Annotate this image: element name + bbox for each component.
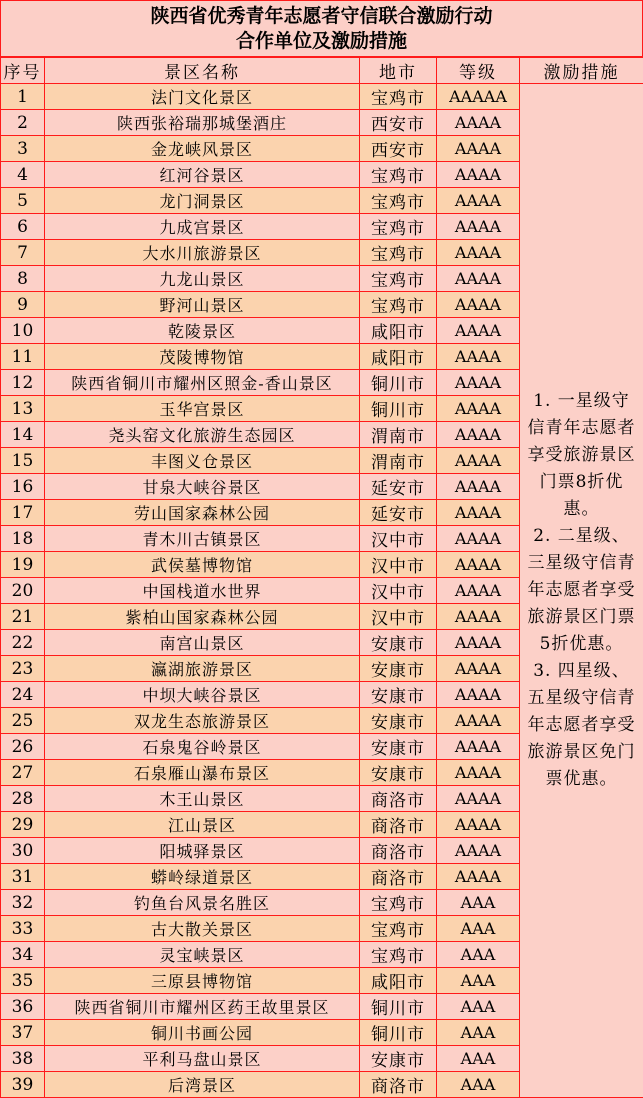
scenic-area-name: 平利马盘山景区: [45, 1046, 360, 1072]
city-name: 汉中市: [360, 526, 437, 552]
scenic-area-name: 江山景区: [45, 812, 360, 838]
row-number: 26: [1, 734, 45, 760]
city-name: 铜川市: [360, 396, 437, 422]
scenic-area-name: 三原县博物馆: [45, 968, 360, 994]
grade-level: AAAA: [437, 734, 520, 760]
city-name: 安康市: [360, 682, 437, 708]
scenic-area-name: 木王山景区: [45, 786, 360, 812]
grade-level: AAAA: [437, 292, 520, 318]
grade-level: AAAA: [437, 526, 520, 552]
city-name: 汉中市: [360, 552, 437, 578]
row-number: 38: [1, 1046, 45, 1072]
grade-level: AAAA: [437, 630, 520, 656]
row-number: 37: [1, 1020, 45, 1046]
city-name: 渭南市: [360, 448, 437, 474]
city-name: 宝鸡市: [360, 890, 437, 916]
header-level: 等级: [437, 58, 520, 84]
city-name: 渭南市: [360, 422, 437, 448]
row-number: 19: [1, 552, 45, 578]
scenic-area-name: 玉华宫景区: [45, 396, 360, 422]
row-number: 12: [1, 370, 45, 396]
row-number: 31: [1, 864, 45, 890]
table-row: [1, 84, 643, 110]
city-name: 咸阳市: [360, 344, 437, 370]
row-number: 23: [1, 656, 45, 682]
row-number: 7: [1, 240, 45, 266]
city-name: 安康市: [360, 1046, 437, 1072]
scenic-area-name: 灵宝峡景区: [45, 942, 360, 968]
grade-level: AAAA: [437, 136, 520, 162]
scenic-area-name: 野河山景区: [45, 292, 360, 318]
city-name: 西安市: [360, 136, 437, 162]
scenic-area-name: 金龙峡风景区: [45, 136, 360, 162]
grade-level: AAAA: [437, 448, 520, 474]
grade-level: AAAA: [437, 604, 520, 630]
scenic-area-name: 古大散关景区: [45, 916, 360, 942]
row-number: 2: [1, 110, 45, 136]
scenic-area-name: 龙门洞景区: [45, 188, 360, 214]
row-number: 35: [1, 968, 45, 994]
measure-item: 2. 二星级、三星级守信青年志愿者享受旅游景区门票5折优惠。: [526, 523, 637, 658]
city-name: 铜川市: [360, 1020, 437, 1046]
row-number: 5: [1, 188, 45, 214]
city-name: 铜川市: [360, 370, 437, 396]
row-number: 6: [1, 214, 45, 240]
scenic-area-name: 钓鱼台风景名胜区: [45, 890, 360, 916]
row-number: 16: [1, 474, 45, 500]
scenic-area-name: 双龙生态旅游景区: [45, 708, 360, 734]
city-name: 安康市: [360, 734, 437, 760]
scenic-area-table: [0, 57, 643, 1098]
grade-level: AAAA: [437, 110, 520, 136]
city-name: 宝鸡市: [360, 188, 437, 214]
measure-item: 1. 一星级守信青年志愿者享受旅游景区门票8折优惠。: [526, 388, 637, 523]
grade-level: AAAA: [437, 214, 520, 240]
grade-level: AAA: [437, 942, 520, 968]
city-name: 延安市: [360, 474, 437, 500]
city-name: 宝鸡市: [360, 292, 437, 318]
city-name: 咸阳市: [360, 318, 437, 344]
scenic-area-name: 中坝大峡谷景区: [45, 682, 360, 708]
row-number: 1: [1, 84, 45, 110]
grade-level: AAAA: [437, 864, 520, 890]
city-name: 汉中市: [360, 604, 437, 630]
row-number: 27: [1, 760, 45, 786]
scenic-area-name: 尧头窑文化旅游生态园区: [45, 422, 360, 448]
table-title: [0, 0, 643, 57]
grade-level: AAA: [437, 968, 520, 994]
grade-level: AAAA: [437, 474, 520, 500]
city-name: 宝鸡市: [360, 214, 437, 240]
scenic-area-name: 石泉鬼谷岭景区: [45, 734, 360, 760]
row-number: 24: [1, 682, 45, 708]
grade-level: AAA: [437, 1020, 520, 1046]
row-number: 17: [1, 500, 45, 526]
grade-level: AAAA: [437, 552, 520, 578]
grade-level: AAAA: [437, 656, 520, 682]
grade-level: AAAA: [437, 708, 520, 734]
scenic-area-name: 法门文化景区: [45, 84, 360, 110]
scenic-area-name: 青木川古镇景区: [45, 526, 360, 552]
row-number: 32: [1, 890, 45, 916]
grade-level: AAAA: [437, 318, 520, 344]
grade-level: AAAA: [437, 422, 520, 448]
row-number: 34: [1, 942, 45, 968]
grade-level: AAAA: [437, 578, 520, 604]
header-measures: 激励措施: [520, 58, 643, 84]
measure-item: 3. 四星级、五星级守信青年志愿者享受旅游景区免门票优惠。: [526, 658, 637, 793]
grade-level: AAAA: [437, 162, 520, 188]
city-name: 宝鸡市: [360, 240, 437, 266]
header-city: 地市: [360, 58, 437, 84]
scenic-area-name: 劳山国家森林公园: [45, 500, 360, 526]
row-number: 4: [1, 162, 45, 188]
grade-level: AAAAA: [437, 84, 520, 110]
grade-level: AAAA: [437, 240, 520, 266]
scenic-area-name: 甘泉大峡谷景区: [45, 474, 360, 500]
scenic-area-name: 陕西张裕瑞那城堡酒庄: [45, 110, 360, 136]
scenic-area-name: 紫柏山国家森林公园: [45, 604, 360, 630]
header-name: 景区名称: [45, 58, 360, 84]
header-row: [1, 58, 643, 84]
row-number: 28: [1, 786, 45, 812]
scenic-area-name: 大水川旅游景区: [45, 240, 360, 266]
grade-level: AAAA: [437, 682, 520, 708]
grade-level: AAA: [437, 890, 520, 916]
grade-level: AAAA: [437, 760, 520, 786]
row-number: 8: [1, 266, 45, 292]
city-name: 宝鸡市: [360, 266, 437, 292]
row-number: 18: [1, 526, 45, 552]
grade-level: AAA: [437, 1046, 520, 1072]
scenic-area-name: 阳城驿景区: [45, 838, 360, 864]
scenic-area-name: 铜川书画公园: [45, 1020, 360, 1046]
row-number: 9: [1, 292, 45, 318]
row-number: 29: [1, 812, 45, 838]
scenic-area-name: 丰图义仓景区: [45, 448, 360, 474]
city-name: 安康市: [360, 656, 437, 682]
city-name: 延安市: [360, 500, 437, 526]
grade-level: AAAA: [437, 266, 520, 292]
scenic-area-name: 茂陵博物馆: [45, 344, 360, 370]
city-name: 宝鸡市: [360, 162, 437, 188]
title-line-2: 合作单位及激励措施: [236, 29, 407, 54]
grade-level: AAA: [437, 1072, 520, 1098]
grade-level: AAAA: [437, 812, 520, 838]
scenic-area-name: 九成宫景区: [45, 214, 360, 240]
header-no: 序号: [1, 58, 45, 84]
scenic-area-name: 九龙山景区: [45, 266, 360, 292]
row-number: 15: [1, 448, 45, 474]
scenic-area-name: 后湾景区: [45, 1072, 360, 1098]
row-number: 3: [1, 136, 45, 162]
city-name: 西安市: [360, 110, 437, 136]
scenic-area-name: 中国栈道水世界: [45, 578, 360, 604]
grade-level: AAAA: [437, 500, 520, 526]
scenic-area-name: 蟒岭绿道景区: [45, 864, 360, 890]
row-number: 10: [1, 318, 45, 344]
city-name: 商洛市: [360, 812, 437, 838]
scenic-area-name: 陕西省铜川市耀州区照金-香山景区: [45, 370, 360, 396]
row-number: 13: [1, 396, 45, 422]
city-name: 宝鸡市: [360, 942, 437, 968]
scenic-area-name: 石泉雁山瀑布景区: [45, 760, 360, 786]
row-number: 14: [1, 422, 45, 448]
row-number: 30: [1, 838, 45, 864]
grade-level: AAAA: [437, 786, 520, 812]
scenic-area-name: 乾陵景区: [45, 318, 360, 344]
row-number: 39: [1, 1072, 45, 1098]
city-name: 咸阳市: [360, 968, 437, 994]
city-name: 安康市: [360, 760, 437, 786]
city-name: 宝鸡市: [360, 84, 437, 110]
grade-level: AAAA: [437, 344, 520, 370]
grade-level: AAA: [437, 916, 520, 942]
city-name: 铜川市: [360, 994, 437, 1020]
grade-level: AAA: [437, 994, 520, 1020]
city-name: 商洛市: [360, 864, 437, 890]
scenic-area-name: 瀛湖旅游景区: [45, 656, 360, 682]
row-number: 21: [1, 604, 45, 630]
grade-level: AAAA: [437, 838, 520, 864]
incentive-measures: [520, 84, 643, 1098]
city-name: 安康市: [360, 630, 437, 656]
row-number: 11: [1, 344, 45, 370]
row-number: 36: [1, 994, 45, 1020]
scenic-area-name: 陕西省铜川市耀州区药王故里景区: [45, 994, 360, 1020]
city-name: 宝鸡市: [360, 916, 437, 942]
row-number: 33: [1, 916, 45, 942]
grade-level: AAAA: [437, 370, 520, 396]
grade-level: AAAA: [437, 188, 520, 214]
scenic-area-name: 南宫山景区: [45, 630, 360, 656]
scenic-area-name: 红河谷景区: [45, 162, 360, 188]
row-number: 20: [1, 578, 45, 604]
city-name: 安康市: [360, 708, 437, 734]
city-name: 商洛市: [360, 1072, 437, 1098]
row-number: 22: [1, 630, 45, 656]
city-name: 商洛市: [360, 786, 437, 812]
scenic-area-name: 武侯墓博物馆: [45, 552, 360, 578]
city-name: 商洛市: [360, 838, 437, 864]
title-line-1: 陕西省优秀青年志愿者守信联合激励行动: [150, 4, 492, 29]
city-name: 汉中市: [360, 578, 437, 604]
row-number: 25: [1, 708, 45, 734]
grade-level: AAAA: [437, 396, 520, 422]
